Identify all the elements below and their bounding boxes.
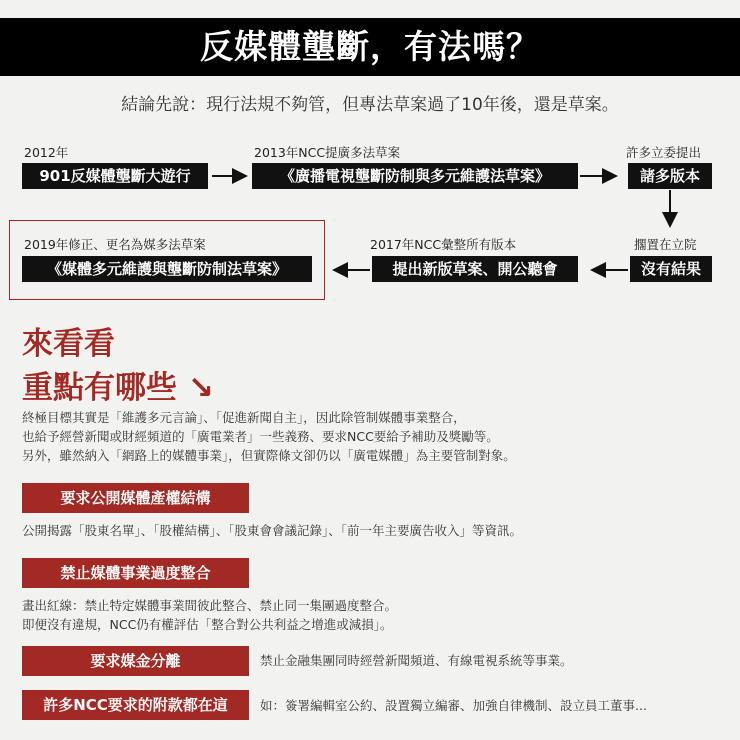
section-text-ownership: 公開揭露「股東名單」、「股權結構」、「股東會會議記錄」、「前一年主要廣告收入」等資訊。 <box>22 523 523 538</box>
section-badge-finance-separation: 要求媒金分離 <box>22 646 249 676</box>
timeline-label-4: 擱置在立院 <box>634 237 697 252</box>
timeline-box-4: 沒有結果 <box>630 256 712 282</box>
timeline-box-1: 901反媒體壟斷大遊行 <box>22 163 208 189</box>
headline-line-1: 來看看 <box>22 326 115 362</box>
headline-line-2: 重點有哪些 ↘ <box>22 370 214 406</box>
timeline-box-6: 《媒體多元維護與壟斷防制法草案》 <box>22 256 312 282</box>
timeline-label-1: 2012年 <box>24 145 69 160</box>
section-text-ncc-conditions: 如：簽署編輯室公約、設置獨立編審、加強自律機制、設立員工董事... <box>260 698 647 713</box>
page-title: 反媒體壟斷，有法嗎？ <box>200 27 540 66</box>
section-badge-ownership: 要求公開媒體產權結構 <box>22 483 249 513</box>
section-text-integration-2: 即便沒有違規，NCC仍有權評估「整合對公共利益之增進或減損」。 <box>22 617 393 632</box>
intro-line-3: 另外，雖然納入「網路上的媒體事業」，但實際條文卻仍以「廣電媒體」為主要管制對象。 <box>22 448 516 463</box>
page-subtitle: 結論先說：現行法規不夠管，但專法草案過了10年後，還是草案。 <box>121 95 619 115</box>
intro-line-2: 也給予經營新聞或財經頻道的「廣電業者」一些義務、要求NCC要給予補助及獎勵等。 <box>22 429 499 444</box>
timeline-label-3: 許多立委提出 <box>626 145 702 160</box>
section-text-integration-1: 畫出紅線：禁止特定媒體事業間彼此整合、禁止同一集團過度整合。 <box>22 598 398 613</box>
timeline-label-6: 2019年修正、更名為媒多法草案 <box>24 237 206 252</box>
intro-line-1: 終極目標其實是「維護多元言論」、「促進新聞自主」，因此除管制媒體事業整合， <box>22 410 466 425</box>
section-badge-integration: 禁止媒體事業過度整合 <box>22 558 249 588</box>
timeline-box-3: 諸多版本 <box>628 163 712 189</box>
section-text-finance-separation: 禁止金融集團同時經營新聞頻道、有線電視系統等事業。 <box>260 653 573 668</box>
timeline-label-2: 2013年NCC提廣多法草案 <box>254 145 401 160</box>
section-badge-ncc-conditions: 許多NCC要求的附款都在這 <box>22 690 249 720</box>
timeline-box-2: 《廣播電視壟斷防制與多元維護法草案》 <box>252 163 578 189</box>
timeline-box-5: 提出新版草案、開公聽會 <box>372 256 578 282</box>
timeline-label-5: 2017年NCC彙整所有版本 <box>370 237 517 252</box>
